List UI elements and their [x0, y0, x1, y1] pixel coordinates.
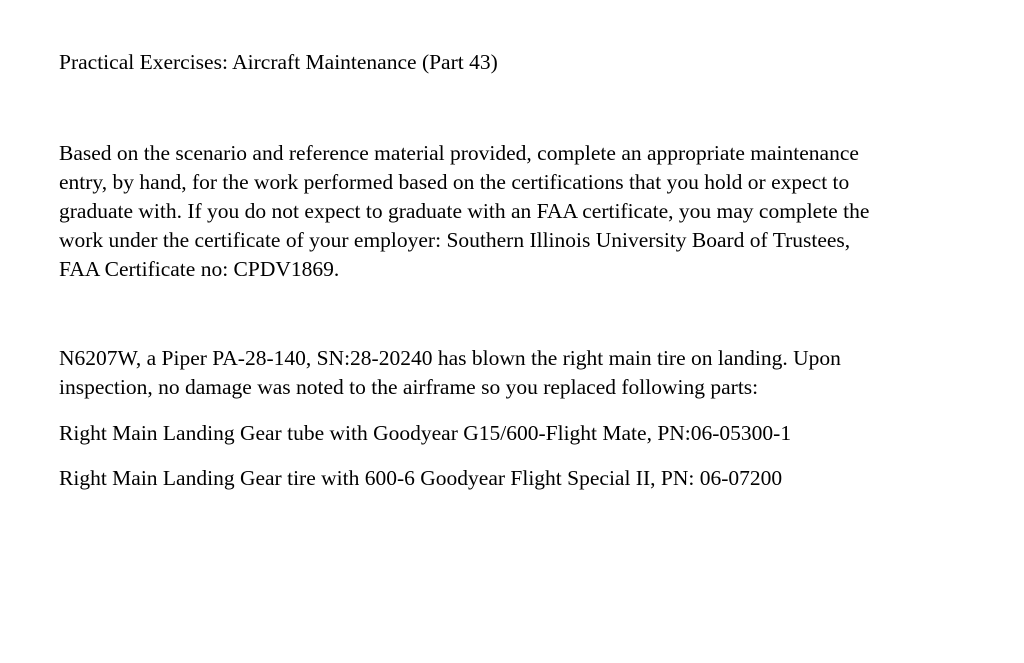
instructions-line: Based on the scenario and reference material provided, complete an appropriate maintenance [59, 141, 859, 165]
part-item-tube: Right Main Landing Gear tube with Goodyear G15/600-Flight Mate, PN:06-05300-1 [59, 421, 792, 445]
instructions-line: graduate with. If you do not expect to graduate with an FAA certificate, you may complete the [59, 199, 870, 223]
document-title: Practical Exercises: Aircraft Maintenance (Part 43) [59, 50, 498, 74]
instructions-line: entry, by hand, for the work performed based on the certifications that you hold or expect to [59, 170, 850, 194]
part-item-tire: Right Main Landing Gear tire with 600-6 Goodyear Flight Special II, PN: 06-07200 [59, 466, 783, 490]
instructions-line: FAA Certificate no: CPDV1869. [59, 257, 340, 281]
instructions-line: work under the certificate of your employer: Southern Illinois University Board of Trustees, [59, 228, 851, 252]
scenario-line: N6207W, a Piper PA-28-140, SN:28-20240 has blown the right main tire on landing. Upon [59, 346, 841, 370]
scenario-line: inspection, no damage was noted to the airframe so you replaced following parts: [59, 375, 759, 399]
